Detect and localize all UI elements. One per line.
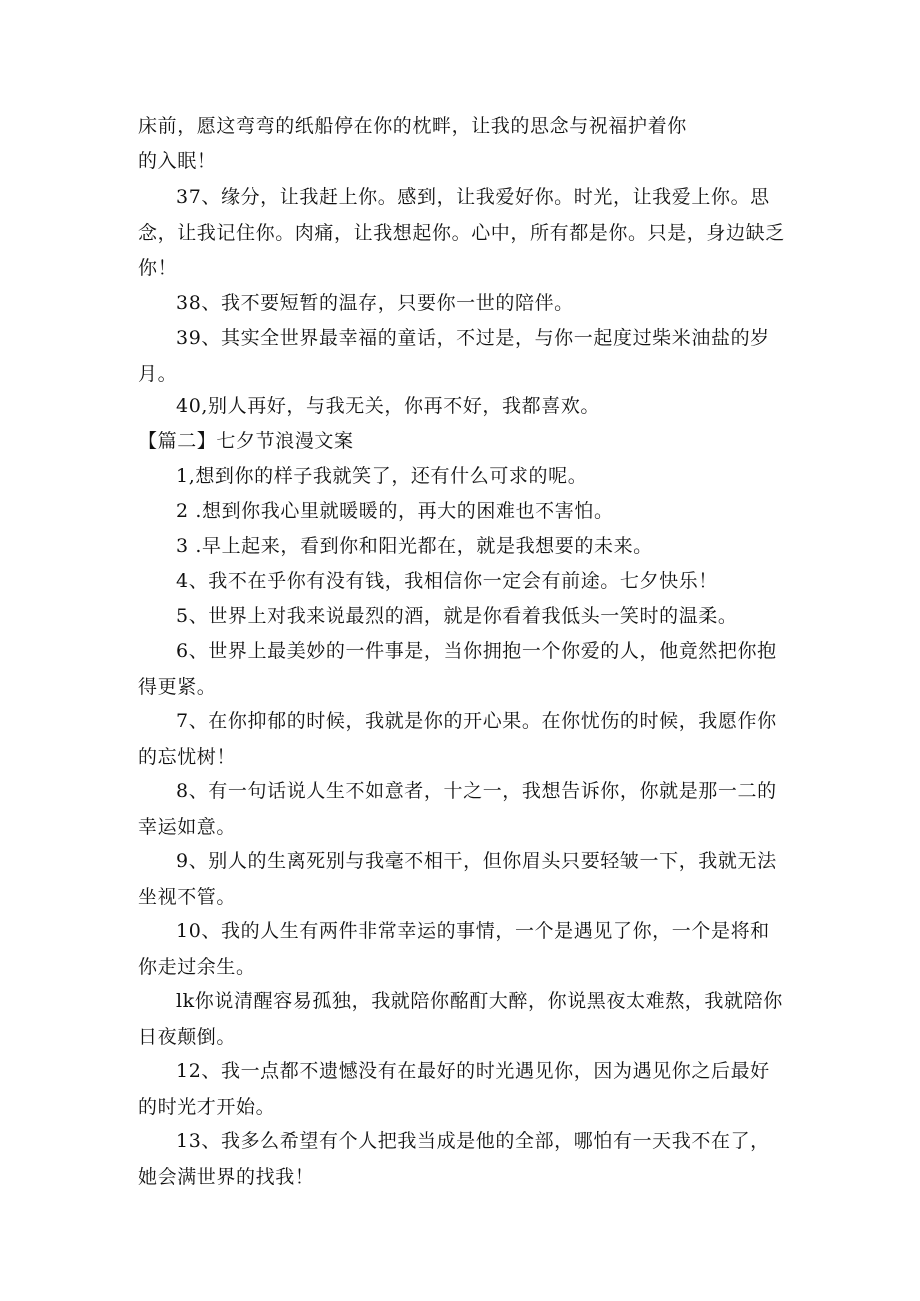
list-item: 4、我不在乎你有没有钱，我相信你一定会有前途。七夕快乐！ xyxy=(176,570,718,592)
paragraph-item-38: 38、我不要短暂的温存，只要你一世的陪伴。 xyxy=(176,292,574,314)
paragraph-item-39: 39、其实全世界最幸福的童话，不过是，与你一起度过柴米油盐的岁月。 xyxy=(138,327,770,385)
list-item: 3 .早上起来，看到你和阳光都在，就是我想要的未来。 xyxy=(176,535,653,557)
list-item: 9、别人的生离死别与我毫不相干，但你眉头只要轻皱一下，我就无法坐视不管。 xyxy=(138,850,777,908)
list-item: 12、我一点都不遗憾没有在最好的时光遇见你，因为遇见你之后最好的时光才开始。 xyxy=(138,1060,770,1118)
list-item: 8、有一句话说人生不如意者，十之一，我想告诉你，你就是那一二的幸运如意。 xyxy=(138,780,777,838)
list-item: 6、世界上最美妙的一件事是，当你拥抱一个你爱的人，他竟然把你抱得更紧。 xyxy=(138,640,777,698)
list-item: 7、在你抑郁的时候，我就是你的开心果。在你忧伤的时候，我愿作你的忘忧树！ xyxy=(138,710,777,768)
list-item: 10、我的人生有两件非常幸运的事情，一个是遇见了你，一个是将和你走过余生。 xyxy=(138,920,770,978)
paragraph-continuation-end: 的入眠！ xyxy=(138,150,217,172)
list-item: 13、我多么希望有个人把我当成是他的全部，哪怕有一天我不在了，她会满世界的找我！ xyxy=(138,1130,770,1188)
list-item: 1,想到你的样子我就笑了，还有什么可求的呢。 xyxy=(176,465,588,487)
paragraph-item-40: 40,别人再好，与我无关，你再不好，我都喜欢。 xyxy=(176,395,601,417)
section-heading: 【篇二】七夕节浪漫文案 xyxy=(138,430,354,452)
paragraph-item-37: 37、缘分，让我赶上你。感到，让我爱好你。时光，让我爱上你。思念，让我记住你。肉痛，让我想起你。心中，所有都是你。只是，身边缺乏你！ xyxy=(138,186,785,279)
list-item: 2 .想到你我心里就暖暖的，再大的困难也不害怕。 xyxy=(176,500,614,522)
list-item: lk你说清醒容易孤独，我就陪你酩酊大醉，你说黑夜太难熬，我就陪你日夜颠倒。 xyxy=(138,990,783,1048)
paragraph-continuation: 床前，愿这弯弯的纸船停在你的枕畔，让我的思念与祝福护着你 xyxy=(138,115,687,137)
list-item: 5、世界上对我来说最烈的酒，就是你看着我低头一笑时的温柔。 xyxy=(176,605,738,627)
